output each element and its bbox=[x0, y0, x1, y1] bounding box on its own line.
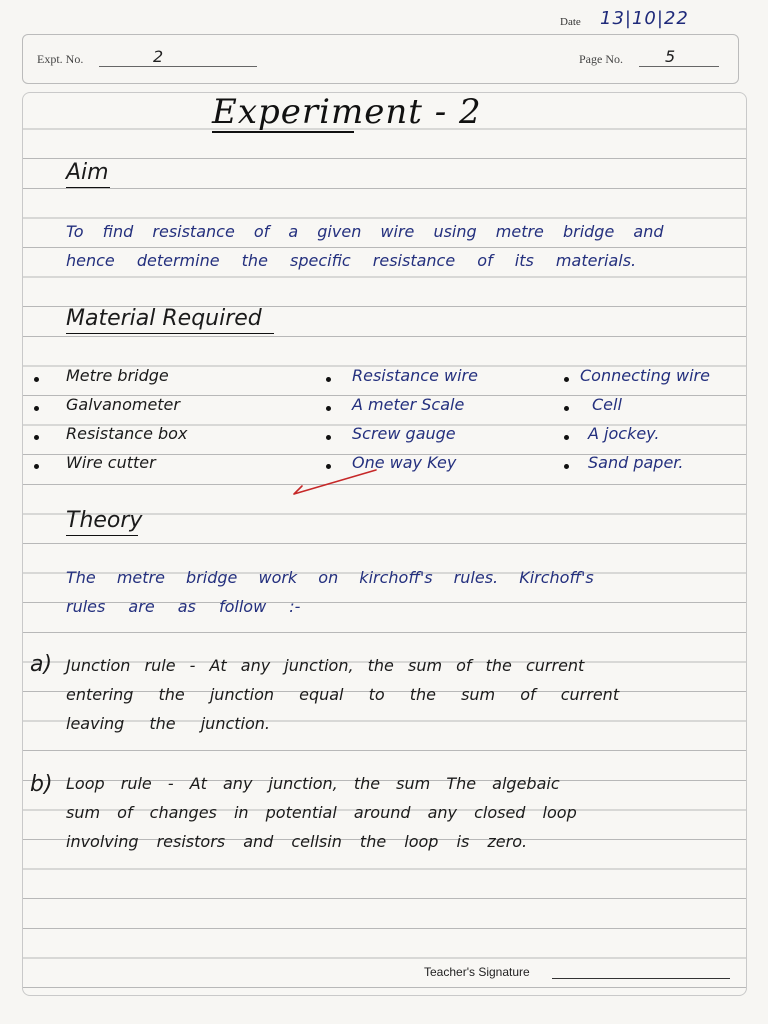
aim-heading-underline bbox=[66, 187, 110, 188]
bullet-icon bbox=[564, 377, 569, 382]
materials-heading: Material Required bbox=[66, 306, 262, 331]
bullet-icon bbox=[564, 435, 569, 440]
bullet-icon bbox=[34, 406, 39, 411]
page-no-label: Page No. bbox=[579, 52, 623, 66]
junction-rule-line-1: Junction rule - At any junction, the sum of the current bbox=[66, 656, 585, 675]
material-item: Connecting wire bbox=[580, 366, 710, 385]
material-item: Wire cutter bbox=[66, 453, 156, 472]
rule-a-label: a) bbox=[30, 652, 53, 677]
theory-heading-underline bbox=[66, 535, 138, 536]
rule-b-label: b) bbox=[30, 772, 53, 797]
page-no-value: 5 bbox=[665, 47, 676, 66]
material-item: Metre bridge bbox=[66, 366, 169, 385]
date-label: Date bbox=[560, 16, 581, 28]
material-item: Galvanometer bbox=[66, 395, 180, 414]
title-underline bbox=[212, 131, 354, 133]
date-field bbox=[560, 8, 760, 30]
loop-rule-line-2: sum of changes in potential around any closed loop bbox=[66, 803, 577, 822]
bullet-icon bbox=[34, 435, 39, 440]
page-no-underline bbox=[639, 66, 719, 67]
teacher-signature-label: Teacher's Signature bbox=[424, 965, 530, 979]
junction-rule-line-2: entering the junction equal to the sum of current bbox=[66, 685, 620, 704]
loop-rule-line-3: involving resistors and cellsin the loop is zero. bbox=[66, 832, 528, 851]
expt-no-value: 2 bbox=[153, 47, 164, 66]
material-item: One way Key bbox=[352, 453, 457, 472]
aim-text-line-2: hence determine the specific resistance of its materials. bbox=[66, 251, 637, 270]
expt-no-label: Expt. No. bbox=[37, 52, 84, 66]
red-checkmark-icon bbox=[292, 462, 378, 498]
material-item: A jockey. bbox=[588, 424, 660, 443]
material-item: Sand paper. bbox=[588, 453, 684, 472]
aim-heading: Aim bbox=[66, 160, 109, 185]
material-item: Resistance wire bbox=[352, 366, 478, 385]
bullet-icon bbox=[326, 435, 331, 440]
bullet-icon bbox=[564, 464, 569, 469]
bullet-icon bbox=[34, 377, 39, 382]
material-item: Cell bbox=[592, 395, 622, 414]
date-value: 13|10|22 bbox=[600, 8, 689, 29]
bullet-icon bbox=[326, 406, 331, 411]
expt-no-underline bbox=[99, 66, 257, 67]
material-item: A meter Scale bbox=[352, 395, 465, 414]
loop-rule-line-1: Loop rule - At any junction, the sum The algebaic bbox=[66, 774, 560, 793]
aim-text-line-1: To find resistance of a given wire using metre bridge and bbox=[66, 222, 664, 241]
material-item: Resistance box bbox=[66, 424, 188, 443]
theory-text-line-1: The metre bridge work on kirchoff's rules. Kirchoff's bbox=[66, 568, 594, 587]
teacher-signature-line bbox=[552, 978, 730, 979]
bullet-icon bbox=[326, 377, 331, 382]
theory-heading: Theory bbox=[66, 508, 143, 533]
bullet-icon bbox=[564, 406, 569, 411]
material-item: Screw gauge bbox=[352, 424, 456, 443]
materials-heading-underline bbox=[66, 333, 274, 334]
theory-text-line-2: rules are as follow :- bbox=[66, 597, 301, 616]
junction-rule-line-3: leaving the junction. bbox=[66, 714, 270, 733]
bullet-icon bbox=[34, 464, 39, 469]
page-header-box bbox=[22, 34, 739, 84]
page-title: Experiment - 2 bbox=[212, 92, 482, 132]
